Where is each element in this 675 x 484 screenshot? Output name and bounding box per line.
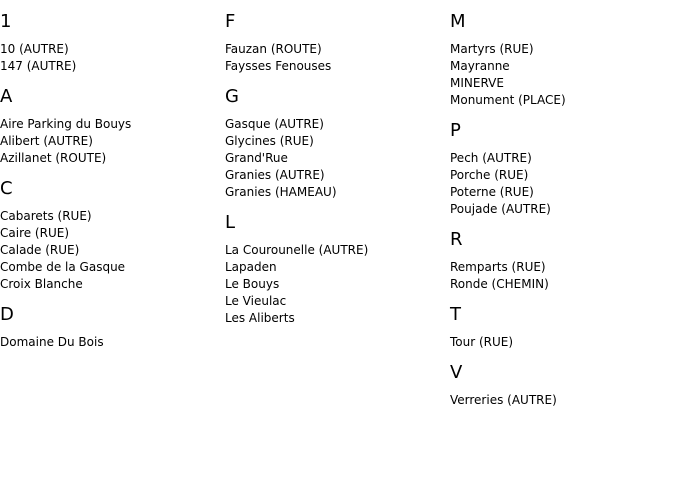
- street-list: [0, 41, 225, 75]
- street-link[interactable]: Grand'Rue: [225, 151, 288, 165]
- letter-heading: V: [450, 362, 463, 383]
- letter-heading: P: [450, 120, 461, 141]
- letter-heading: C: [0, 178, 13, 199]
- letter-group: [0, 304, 225, 351]
- street-link[interactable]: Azillanet (ROUTE): [0, 151, 107, 165]
- letter-group: [450, 304, 675, 351]
- letter-heading: D: [0, 304, 14, 325]
- letter-heading: T: [450, 304, 461, 325]
- letter-group: [225, 11, 450, 75]
- index-column-2: [225, 0, 450, 335]
- street-link[interactable]: Tour (RUE): [450, 335, 514, 349]
- index-column-1: [0, 0, 225, 359]
- street-list: [0, 208, 225, 293]
- street-link[interactable]: Le Bouys: [225, 277, 280, 291]
- street-link[interactable]: Le Vieulac: [225, 294, 287, 308]
- street-link[interactable]: Caire (RUE): [0, 226, 69, 240]
- street-list: [450, 334, 675, 351]
- street-link[interactable]: Combe de la Gasque: [0, 260, 126, 274]
- street-link[interactable]: Monument (PLACE): [450, 93, 566, 107]
- street-link[interactable]: Poterne (RUE): [450, 185, 534, 199]
- letter-heading: F: [225, 11, 236, 32]
- street-link[interactable]: Remparts (RUE): [450, 260, 546, 274]
- street-list: [450, 392, 675, 409]
- street-link[interactable]: 10 (AUTRE): [0, 42, 69, 56]
- street-link[interactable]: Pech (AUTRE): [450, 151, 532, 165]
- letter-heading: R: [450, 229, 463, 250]
- street-link[interactable]: Martyrs (RUE): [450, 42, 534, 56]
- street-link[interactable]: La Courounelle (AUTRE): [225, 243, 369, 257]
- letter-heading: M: [450, 11, 466, 32]
- street-list: [225, 41, 450, 75]
- street-link[interactable]: Verreries (AUTRE): [450, 393, 557, 407]
- street-link[interactable]: Faysses Fenouses: [225, 59, 332, 73]
- street-list: [0, 116, 225, 167]
- letter-group: [0, 86, 225, 167]
- letter-heading: 1: [0, 11, 12, 32]
- street-link[interactable]: MINERVE: [450, 76, 504, 90]
- letter-group: [450, 11, 675, 109]
- street-list: [225, 242, 450, 327]
- letter-heading: L: [225, 212, 236, 233]
- letter-group: [450, 362, 675, 409]
- street-link[interactable]: Aire Parking du Bouys: [0, 117, 132, 131]
- street-link[interactable]: Lapaden: [225, 260, 277, 274]
- street-link[interactable]: Mayranne: [450, 59, 510, 73]
- letter-group: [0, 11, 225, 75]
- street-link[interactable]: Fauzan (ROUTE): [225, 42, 322, 56]
- street-list: [450, 259, 675, 293]
- street-link[interactable]: Alibert (AUTRE): [0, 134, 93, 148]
- letter-group: [450, 229, 675, 293]
- letter-group: [225, 86, 450, 201]
- letter-group: [0, 178, 225, 293]
- street-list: [450, 150, 675, 218]
- street-link[interactable]: 147 (AUTRE): [0, 59, 77, 73]
- street-link[interactable]: Ronde (CHEMIN): [450, 277, 549, 291]
- street-link[interactable]: Les Aliberts: [225, 311, 295, 325]
- letter-heading: G: [225, 86, 239, 107]
- street-link[interactable]: Porche (RUE): [450, 168, 529, 182]
- street-link[interactable]: Calade (RUE): [0, 243, 80, 257]
- street-link[interactable]: Domaine Du Bois: [0, 335, 104, 349]
- street-link[interactable]: Granies (AUTRE): [225, 168, 325, 182]
- letter-group: [450, 120, 675, 218]
- street-link[interactable]: Glycines (RUE): [225, 134, 314, 148]
- letter-heading: A: [0, 86, 13, 107]
- street-link[interactable]: Granies (HAMEAU): [225, 185, 337, 199]
- street-link[interactable]: Croix Blanche: [0, 277, 83, 291]
- street-list: [450, 41, 675, 109]
- street-link[interactable]: Cabarets (RUE): [0, 209, 92, 223]
- street-list: [225, 116, 450, 201]
- street-link[interactable]: Poujade (AUTRE): [450, 202, 551, 216]
- letter-group: [225, 212, 450, 327]
- index-column-3: [450, 0, 675, 417]
- street-link[interactable]: Gasque (AUTRE): [225, 117, 324, 131]
- street-list: [0, 334, 225, 351]
